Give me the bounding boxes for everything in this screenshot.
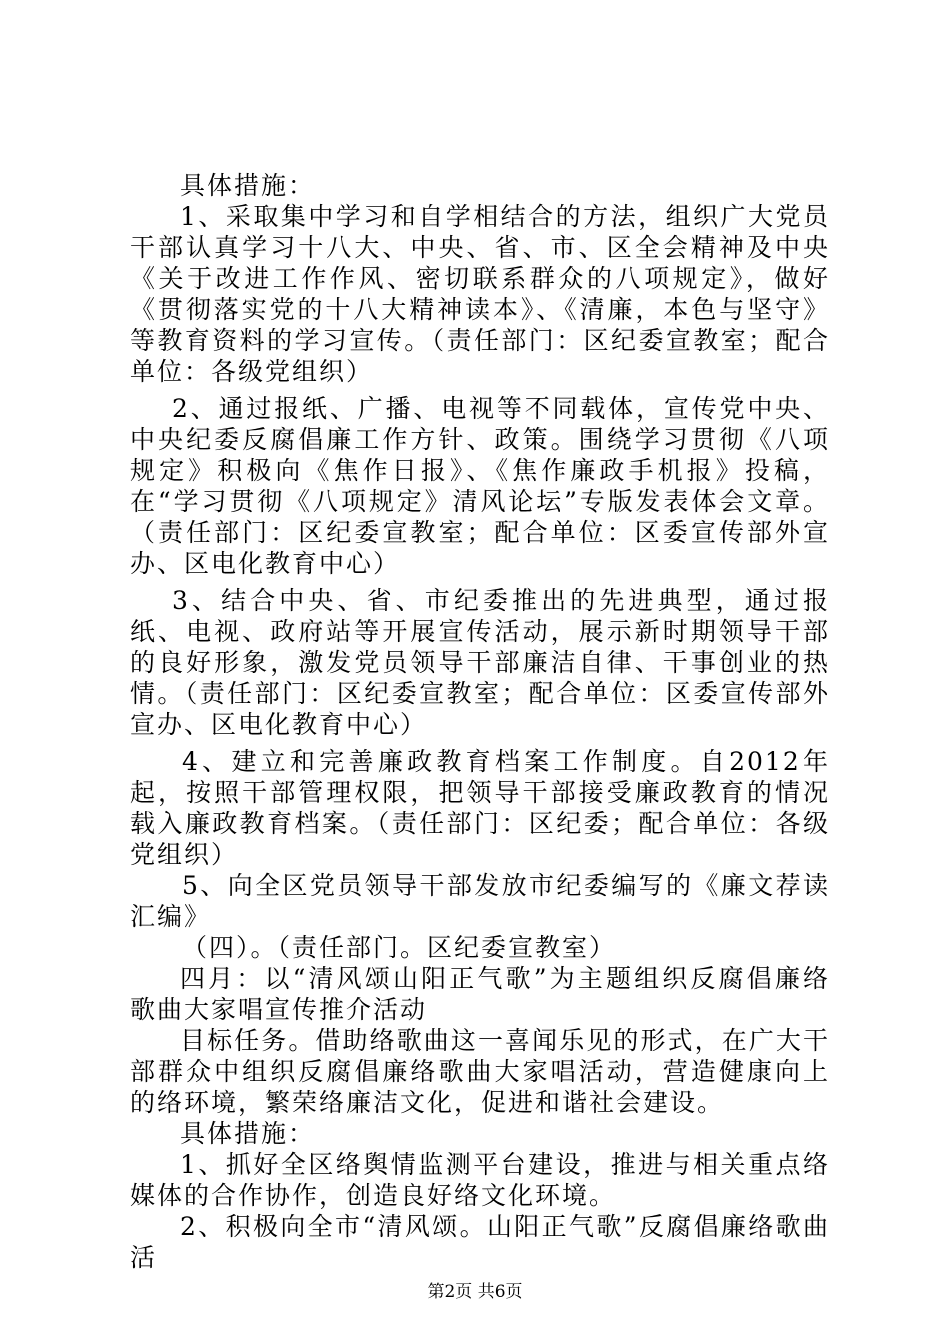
measure-item-3: 3、结合中央、省、市纪委推出的先进典型，通过报纸、电视、政府站等开展宣传活动，展示新时期领导干部的良好形象，激发党员领导干部廉洁自律、干事创业的热情。（责任部门：区纪委宣教室；配合单位：区委宣传部外宣办、区电化教育中心） [130, 586, 830, 739]
responsibility-note: （四）。（责任部门。区纪委宣教室） [182, 933, 617, 962]
measure-item-5: 5、向全区党员领导干部发放市纪委编写的《廉文荐读汇编》 [130, 871, 830, 931]
measure-item-1: 1、采取集中学习和自学相结合的方法，组织广大党员干部认真学习十八大、中央、省、市、区全会精神及中央《关于改进工作作风、密切联系群众的八项规定》，做好《贯彻落实党的十八大精神读本》、《清廉，本色与坚守》等教育资料的学习宣传。（责任部门：区纪委宣教室；配合单位：各级党组织） [130, 202, 830, 386]
measure-item-2b: 2、积极向全市“清风颂。山阳正气歌”反腐倡廉络歌曲活 [130, 1212, 830, 1272]
measure-item-1b: 1、抓好全区络舆情监测平台建设，推进与相关重点络媒体的合作协作，创造良好络文化环境。 [130, 1150, 830, 1210]
goal-task-paragraph: 目标任务。借助络歌曲这一喜闻乐见的形式，在广大干部群众中组织反腐倡廉络歌曲大家唱活动，营造健康向上的络环境，繁荣络廉洁文化，促进和谐社会建设。 [130, 1026, 830, 1117]
section-heading-measures: 具体措施： [180, 171, 316, 200]
april-activity-heading: 四月：以“清风颂山阳正气歌”为主题组织反腐倡廉络歌曲大家唱宣传推介活动 [130, 964, 830, 1024]
section-heading-measures-2: 具体措施： [180, 1119, 316, 1148]
page-number-footer: 第2页 共6页 [427, 1282, 523, 1302]
measure-item-2: 2、通过报纸、广播、电视等不同载体，宣传党中央、中央纪委反腐倡廉工作方针、政策。围绕学习贯彻《八项规定》积极向《焦作日报》、《焦作廉政手机报》投稿，在“学习贯彻《八项规定》清风论坛”专版发表体会文章。（责任部门：区纪委宣教室；配合单位：区委宣传部外宣办、区电化教育中心） [130, 394, 830, 578]
document-body [130, 170, 830, 1273]
measure-item-4: 4、建立和完善廉政教育档案工作制度。自2012年起，按照干部管理权限，把领导干部接受廉政教育的情况载入廉政教育档案。（责任部门：区纪委；配合单位：各级党组织） [130, 747, 830, 869]
